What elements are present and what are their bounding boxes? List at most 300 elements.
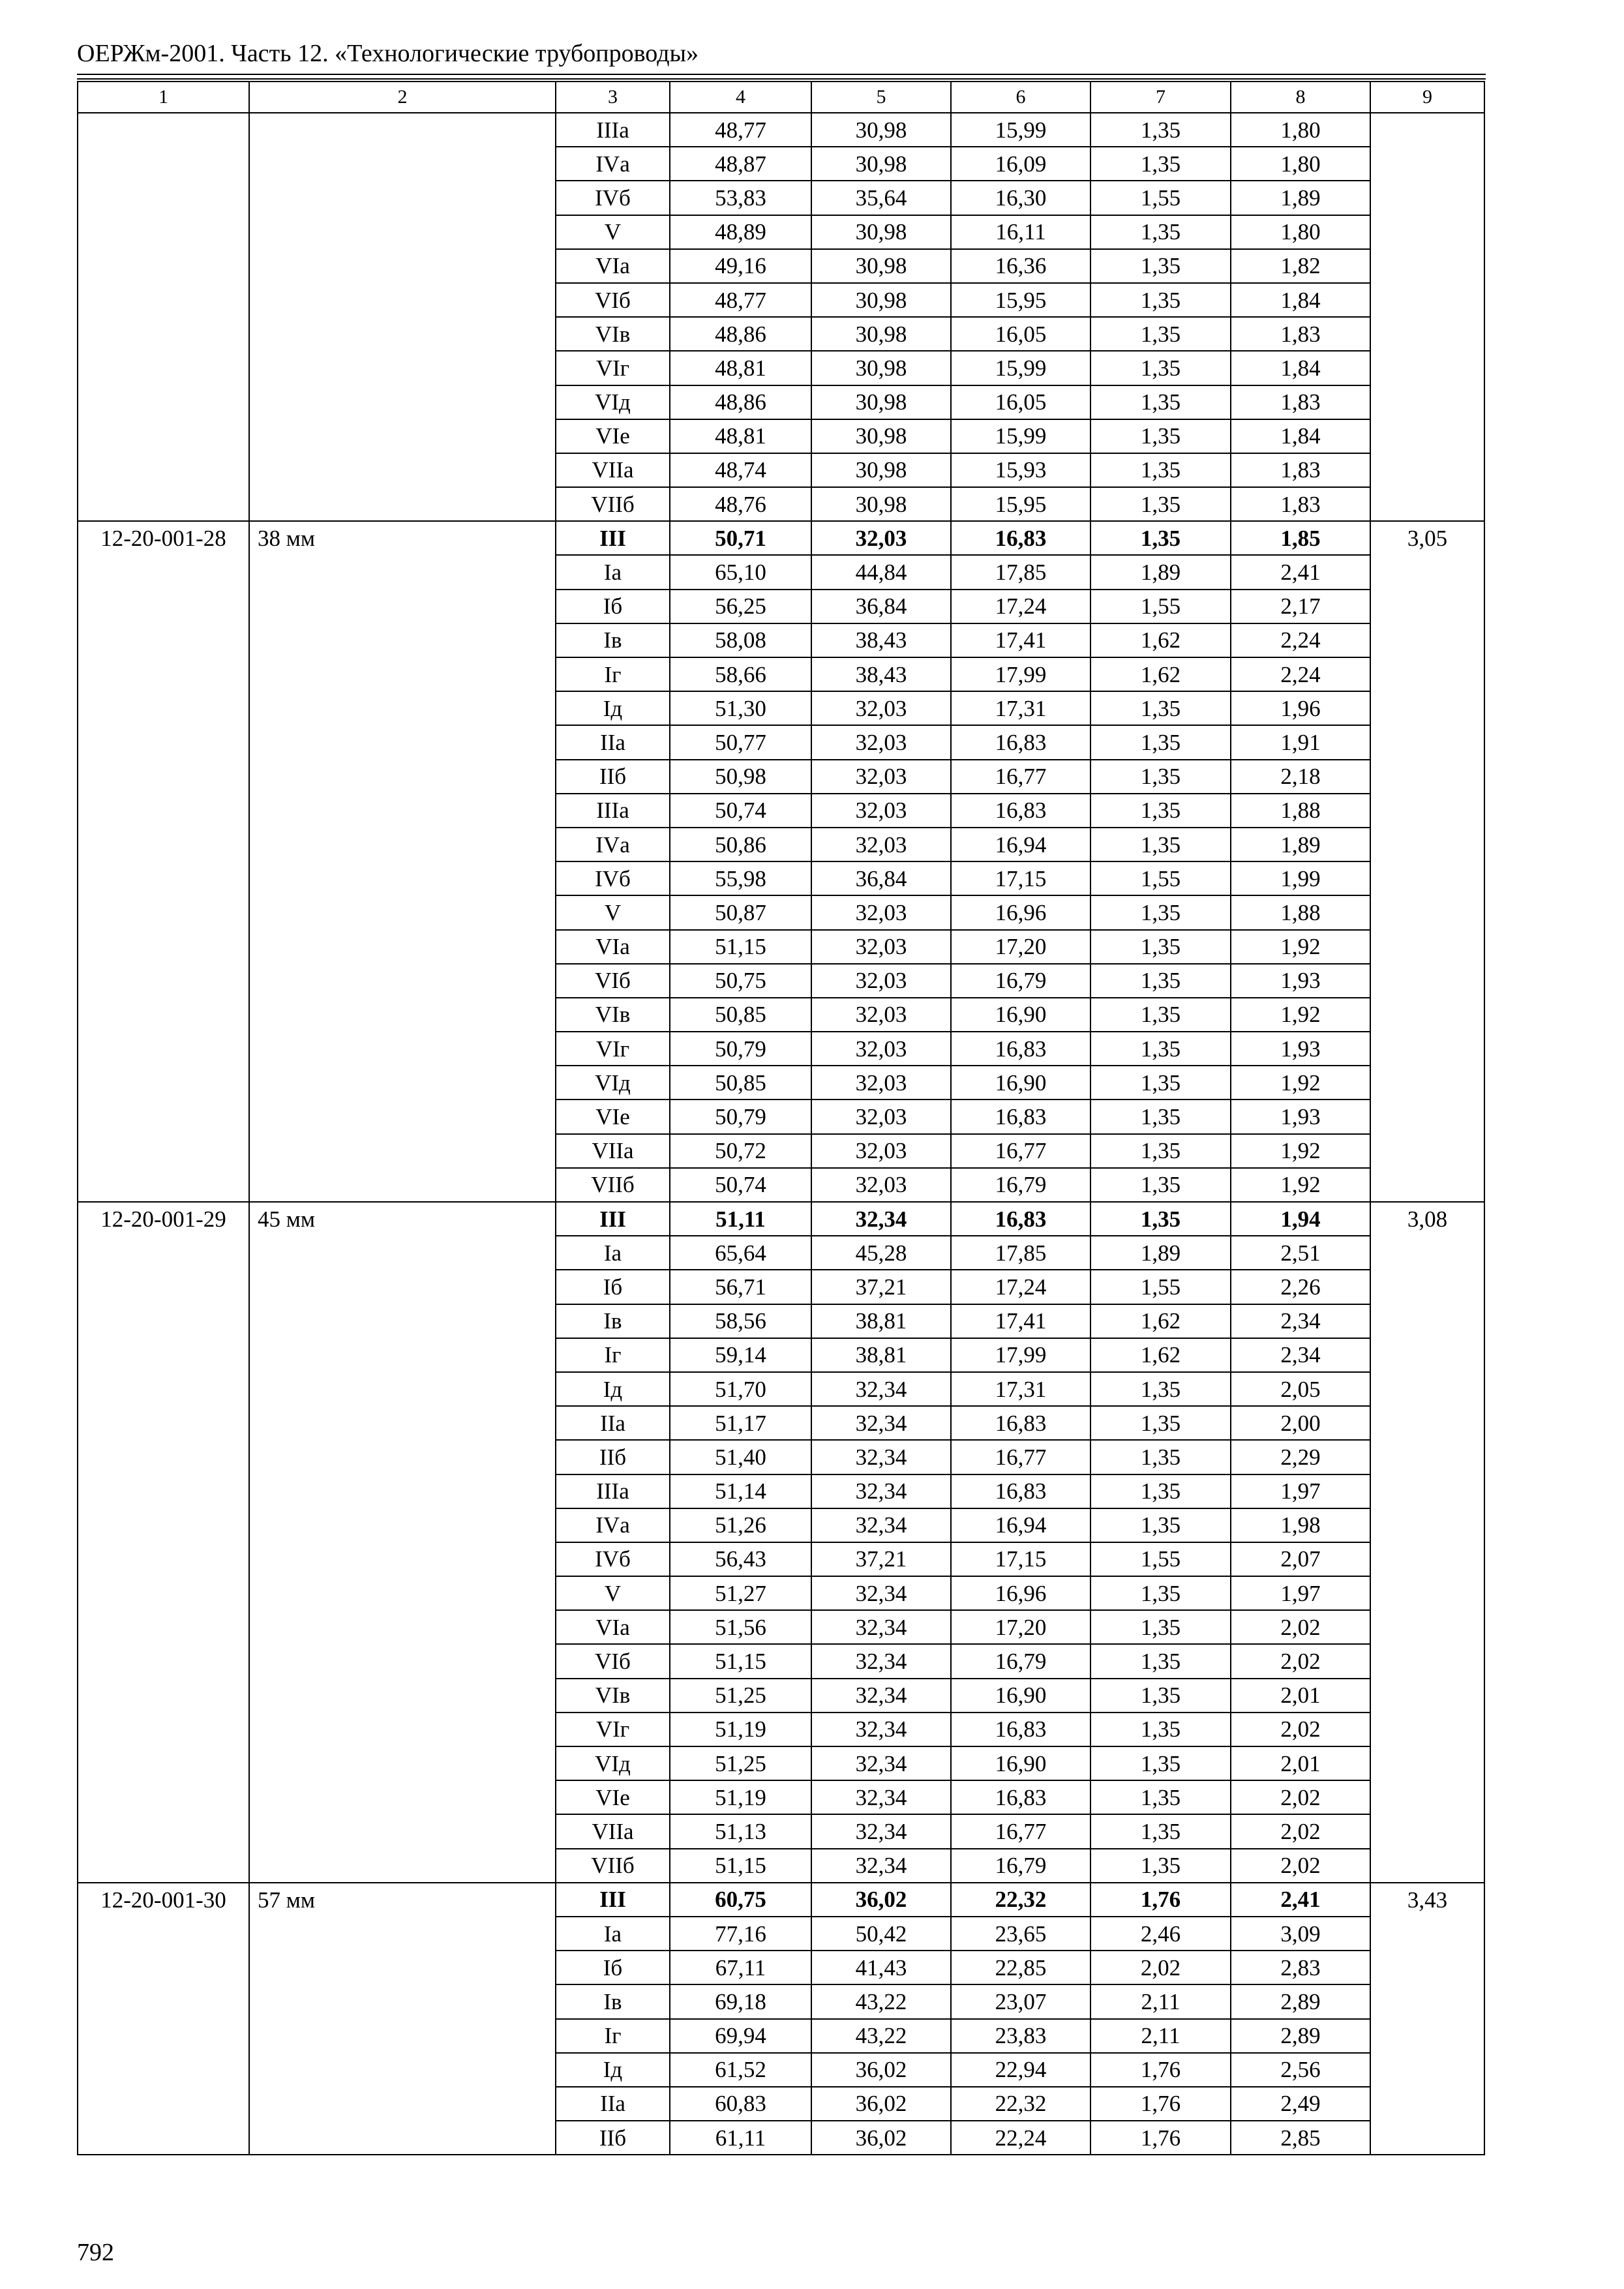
cell-value-col8: 1,92 xyxy=(1231,1168,1370,1202)
cell-value-col6: 16,83 xyxy=(951,1100,1090,1133)
column-number: 9 xyxy=(1370,82,1484,113)
column-number: 3 xyxy=(556,82,670,113)
cell-value-col5: 32,03 xyxy=(811,725,951,759)
cell-value-col7: 1,35 xyxy=(1090,1780,1231,1814)
cell-value-col5: 30,98 xyxy=(811,453,951,487)
cell-value-col8: 1,83 xyxy=(1231,453,1370,487)
cell-value-col5: 30,98 xyxy=(811,147,951,181)
cell-value-col5: 32,34 xyxy=(811,1713,951,1746)
cell-value-col5: 38,81 xyxy=(811,1338,951,1372)
cell-value-col7: 1,35 xyxy=(1090,147,1231,181)
cell-zone: VIIб xyxy=(556,1168,670,1202)
cell-zone: VIд xyxy=(556,385,670,419)
cell-value-col5: 30,98 xyxy=(811,419,951,453)
cell-value-col7: 1,62 xyxy=(1090,1338,1231,1372)
cell-value-col8: 2,41 xyxy=(1231,1883,1370,1917)
cell-value-col8: 2,34 xyxy=(1231,1304,1370,1338)
cell-value-col4: 50,98 xyxy=(670,760,811,794)
cell-value-col5: 37,21 xyxy=(811,1270,951,1304)
cell-value-col5: 32,03 xyxy=(811,1066,951,1100)
cell-value-col7: 1,35 xyxy=(1090,1032,1231,1066)
cell-value-col5: 36,02 xyxy=(811,2053,951,2087)
cell-value-col5: 32,03 xyxy=(811,1134,951,1168)
cell-value-col4: 58,56 xyxy=(670,1304,811,1338)
cell-value-col6: 23,07 xyxy=(951,1984,1090,2018)
cell-value-col6: 23,65 xyxy=(951,1917,1090,1951)
cell-zone: IIIа xyxy=(556,113,670,147)
cell-value-col5: 32,03 xyxy=(811,1168,951,1202)
cell-value-col5: 30,98 xyxy=(811,249,951,283)
cell-value-col6: 16,83 xyxy=(951,1032,1090,1066)
cell-zone: IVа xyxy=(556,147,670,181)
cell-zone: III xyxy=(556,1883,670,1917)
cell-zone: Iг xyxy=(556,2019,670,2053)
cell-zone: VIIа xyxy=(556,1814,670,1848)
cell-zone: V xyxy=(556,1576,670,1610)
cell-value-col8: 2,02 xyxy=(1231,1610,1370,1644)
cell-value-col6: 15,95 xyxy=(951,283,1090,317)
cell-value-col7: 1,62 xyxy=(1090,623,1231,657)
cell-value-col6: 16,83 xyxy=(951,521,1090,555)
cell-value-col7: 1,35 xyxy=(1090,1713,1231,1746)
cell-value-col4: 65,64 xyxy=(670,1236,811,1270)
cell-zone: IIб xyxy=(556,2121,670,2155)
cell-value-col6: 16,94 xyxy=(951,1508,1090,1542)
cell-value-col6: 22,85 xyxy=(951,1951,1090,1984)
cell-zone: Iв xyxy=(556,1984,670,2018)
cell-value-col8: 1,92 xyxy=(1231,1134,1370,1168)
cell-value-col4: 51,27 xyxy=(670,1576,811,1610)
cell-value-col5: 32,03 xyxy=(811,521,951,555)
cell-value-col8: 2,24 xyxy=(1231,623,1370,657)
cell-value-col6: 16,96 xyxy=(951,895,1090,929)
cell-value-col7: 1,35 xyxy=(1090,215,1231,249)
cell-value-col6: 16,05 xyxy=(951,385,1090,419)
cell-value-col4: 51,40 xyxy=(670,1440,811,1474)
cell-zone: Iб xyxy=(556,590,670,623)
cell-value-col7: 1,35 xyxy=(1090,691,1231,725)
cell-value-col8: 2,26 xyxy=(1231,1270,1370,1304)
cell-value-col8: 1,85 xyxy=(1231,521,1370,555)
cell-value-col4: 51,17 xyxy=(670,1406,811,1440)
cell-zone: VIд xyxy=(556,1066,670,1100)
cell-value-col4: 50,79 xyxy=(670,1032,811,1066)
cell-value-col4: 61,52 xyxy=(670,2053,811,2087)
cell-value-col4: 48,77 xyxy=(670,113,811,147)
cell-value-col4: 51,25 xyxy=(670,1679,811,1713)
cell-value-col4: 48,76 xyxy=(670,487,811,521)
cell-zone: VIв xyxy=(556,1679,670,1713)
cell-value-col8: 1,83 xyxy=(1231,487,1370,521)
cell-value-col4: 50,74 xyxy=(670,794,811,828)
cell-value-col8: 1,84 xyxy=(1231,419,1370,453)
cell-value-col5: 37,21 xyxy=(811,1542,951,1576)
cell-value-col6: 17,15 xyxy=(951,1542,1090,1576)
cell-value-col5: 41,43 xyxy=(811,1951,951,1984)
cell-value-col7: 1,35 xyxy=(1090,794,1231,828)
cell-value-col6: 17,20 xyxy=(951,1610,1090,1644)
cell-value-col7: 1,35 xyxy=(1090,249,1231,283)
cell-zone: VIа xyxy=(556,249,670,283)
cell-value-col8: 2,05 xyxy=(1231,1372,1370,1406)
header-rule-bottom xyxy=(77,78,1486,80)
cell-value-col4: 51,13 xyxy=(670,1814,811,1848)
cell-value-col4: 48,77 xyxy=(670,283,811,317)
cell-value-col6: 15,99 xyxy=(951,113,1090,147)
cell-value-col5: 36,02 xyxy=(811,1883,951,1917)
cell-zone: IIа xyxy=(556,2087,670,2121)
cell-value-col8: 1,97 xyxy=(1231,1474,1370,1508)
cell-name: 38 мм xyxy=(249,521,556,1202)
cell-value-col5: 43,22 xyxy=(811,1984,951,2018)
cell-value-col5: 32,34 xyxy=(811,1746,951,1780)
cell-value-col5: 36,02 xyxy=(811,2121,951,2155)
table-row xyxy=(78,521,1484,555)
cell-value-col8: 1,92 xyxy=(1231,930,1370,964)
cell-value-col7: 1,35 xyxy=(1090,1406,1231,1440)
cell-value-col6: 17,31 xyxy=(951,691,1090,725)
cell-value-col6: 16,77 xyxy=(951,1134,1090,1168)
cell-value-col7: 1,35 xyxy=(1090,998,1231,1032)
cell-value-col4: 56,71 xyxy=(670,1270,811,1304)
cell-zone: Iг xyxy=(556,657,670,691)
column-number: 8 xyxy=(1231,82,1370,113)
cell-value-col5: 32,34 xyxy=(811,1780,951,1814)
cell-value-col7: 1,35 xyxy=(1090,1202,1231,1236)
cell-value-col4: 50,79 xyxy=(670,1100,811,1133)
cell-code: 12-20-001-29 xyxy=(78,1202,249,1883)
cell-value-col4: 49,16 xyxy=(670,249,811,283)
cell-value-col8: 2,24 xyxy=(1231,657,1370,691)
cell-value-col7: 1,62 xyxy=(1090,1304,1231,1338)
cell-value-col4: 60,75 xyxy=(670,1883,811,1917)
cell-value-col5: 32,03 xyxy=(811,964,951,998)
cell-value-col5: 30,98 xyxy=(811,351,951,385)
cell-value-col5: 44,84 xyxy=(811,555,951,589)
cell-value-col8: 2,89 xyxy=(1231,2019,1370,2053)
cell-value-col4: 69,18 xyxy=(670,1984,811,2018)
cell-code xyxy=(78,113,249,521)
cell-value-col5: 35,64 xyxy=(811,181,951,215)
cell-value-col6: 17,99 xyxy=(951,657,1090,691)
cell-value-col8: 1,98 xyxy=(1231,1508,1370,1542)
cell-value-col7: 1,35 xyxy=(1090,828,1231,861)
column-number: 7 xyxy=(1090,82,1231,113)
cell-value-col7: 1,35 xyxy=(1090,1814,1231,1848)
cell-zone: IVа xyxy=(556,828,670,861)
cell-value-col4: 69,94 xyxy=(670,2019,811,2053)
cell-zone: IIб xyxy=(556,1440,670,1474)
cell-value-col7: 1,35 xyxy=(1090,1168,1231,1202)
cell-value-col7: 1,55 xyxy=(1090,181,1231,215)
cell-value-col8: 1,83 xyxy=(1231,317,1370,351)
cell-zone: IIа xyxy=(556,1406,670,1440)
cell-value-col6: 16,83 xyxy=(951,1406,1090,1440)
cell-value-col7: 2,46 xyxy=(1090,1917,1231,1951)
cell-value-col5: 36,02 xyxy=(811,2087,951,2121)
cell-value-col8: 2,49 xyxy=(1231,2087,1370,2121)
cell-value-col7: 1,76 xyxy=(1090,2087,1231,2121)
cell-value-col7: 1,35 xyxy=(1090,1474,1231,1508)
cell-value-col5: 32,34 xyxy=(811,1406,951,1440)
cell-value-col6: 17,99 xyxy=(951,1338,1090,1372)
cell-value-col4: 48,74 xyxy=(670,453,811,487)
cell-value-col5: 38,81 xyxy=(811,1304,951,1338)
cell-value-col4: 50,86 xyxy=(670,828,811,861)
cell-col9: 3,05 xyxy=(1370,521,1484,1202)
cell-value-col7: 1,55 xyxy=(1090,1270,1231,1304)
cell-col9 xyxy=(1370,113,1484,521)
cell-value-col7: 1,35 xyxy=(1090,760,1231,794)
cell-value-col5: 32,34 xyxy=(811,1814,951,1848)
cell-value-col8: 2,02 xyxy=(1231,1780,1370,1814)
cell-value-col6: 15,93 xyxy=(951,453,1090,487)
cell-value-col5: 32,03 xyxy=(811,828,951,861)
cell-value-col4: 51,25 xyxy=(670,1746,811,1780)
page-header-title: ОЕРЖм-2001. Часть 12. «Технологические трубопроводы» xyxy=(77,40,699,67)
cell-value-col7: 1,35 xyxy=(1090,930,1231,964)
cell-value-col6: 17,20 xyxy=(951,930,1090,964)
cell-value-col5: 30,98 xyxy=(811,283,951,317)
header-rule-top xyxy=(77,74,1486,75)
cell-value-col4: 65,10 xyxy=(670,555,811,589)
cell-zone: VIг xyxy=(556,1713,670,1746)
cell-value-col7: 1,35 xyxy=(1090,1679,1231,1713)
cell-zone: Iд xyxy=(556,1372,670,1406)
cell-zone: Iд xyxy=(556,691,670,725)
cell-value-col7: 1,35 xyxy=(1090,1644,1231,1678)
cell-value-col8: 2,07 xyxy=(1231,1542,1370,1576)
cell-name: 57 мм xyxy=(249,1883,556,2155)
cell-zone: IVб xyxy=(556,861,670,895)
cell-value-col8: 1,93 xyxy=(1231,1032,1370,1066)
cell-value-col6: 16,83 xyxy=(951,794,1090,828)
cell-value-col4: 48,89 xyxy=(670,215,811,249)
cell-value-col5: 36,84 xyxy=(811,861,951,895)
cell-zone: Iа xyxy=(556,1236,670,1270)
cell-value-col7: 1,76 xyxy=(1090,1883,1231,1917)
cell-code: 12-20-001-28 xyxy=(78,521,249,1202)
cell-value-col8: 2,01 xyxy=(1231,1679,1370,1713)
cell-zone: VIе xyxy=(556,1100,670,1133)
cell-value-col6: 22,32 xyxy=(951,2087,1090,2121)
cell-value-col4: 55,98 xyxy=(670,861,811,895)
cell-value-col7: 2,02 xyxy=(1090,1951,1231,1984)
cell-value-col8: 1,92 xyxy=(1231,1066,1370,1100)
cell-value-col5: 32,34 xyxy=(811,1440,951,1474)
cell-zone: Iа xyxy=(556,555,670,589)
cell-value-col5: 32,34 xyxy=(811,1474,951,1508)
cell-value-col6: 16,96 xyxy=(951,1576,1090,1610)
cell-value-col8: 1,83 xyxy=(1231,385,1370,419)
cell-zone: IIIа xyxy=(556,794,670,828)
cell-code: 12-20-001-30 xyxy=(78,1883,249,2155)
cell-value-col8: 1,97 xyxy=(1231,1576,1370,1610)
cell-value-col7: 1,35 xyxy=(1090,453,1231,487)
cell-value-col8: 1,92 xyxy=(1231,998,1370,1032)
cell-value-col7: 1,76 xyxy=(1090,2053,1231,2087)
cell-zone: IVа xyxy=(556,1508,670,1542)
cell-value-col4: 77,16 xyxy=(670,1917,811,1951)
table-row xyxy=(78,1883,1484,1917)
cell-value-col7: 1,35 xyxy=(1090,1134,1231,1168)
cell-value-col6: 15,95 xyxy=(951,487,1090,521)
cell-value-col4: 67,11 xyxy=(670,1951,811,1984)
cell-value-col4: 51,19 xyxy=(670,1780,811,1814)
cell-value-col6: 16,83 xyxy=(951,1780,1090,1814)
cell-value-col7: 1,35 xyxy=(1090,725,1231,759)
cell-value-col8: 2,02 xyxy=(1231,1644,1370,1678)
cell-value-col5: 32,34 xyxy=(811,1644,951,1678)
cell-value-col5: 32,03 xyxy=(811,1100,951,1133)
cell-value-col7: 1,35 xyxy=(1090,1372,1231,1406)
cell-value-col5: 32,03 xyxy=(811,1032,951,1066)
cell-value-col8: 2,01 xyxy=(1231,1746,1370,1780)
cell-name: 45 мм xyxy=(249,1202,556,1883)
cell-zone: Iв xyxy=(556,623,670,657)
cell-name xyxy=(249,113,556,521)
cell-zone: Iб xyxy=(556,1270,670,1304)
column-number: 2 xyxy=(249,82,556,113)
cell-value-col8: 2,02 xyxy=(1231,1849,1370,1883)
cell-value-col8: 1,82 xyxy=(1231,249,1370,283)
cell-value-col6: 22,94 xyxy=(951,2053,1090,2087)
cell-value-col5: 32,03 xyxy=(811,691,951,725)
cell-value-col7: 1,76 xyxy=(1090,2121,1231,2155)
cell-value-col6: 23,83 xyxy=(951,2019,1090,2053)
cell-value-col5: 38,43 xyxy=(811,623,951,657)
cell-value-col8: 1,80 xyxy=(1231,113,1370,147)
cell-value-col7: 1,62 xyxy=(1090,657,1231,691)
cell-value-col7: 1,89 xyxy=(1090,1236,1231,1270)
cell-value-col6: 17,15 xyxy=(951,861,1090,895)
cell-value-col4: 50,71 xyxy=(670,521,811,555)
cell-value-col7: 1,35 xyxy=(1090,1100,1231,1133)
cell-value-col4: 60,83 xyxy=(670,2087,811,2121)
cell-zone: VIв xyxy=(556,317,670,351)
cell-value-col5: 30,98 xyxy=(811,215,951,249)
cell-value-col8: 2,89 xyxy=(1231,1984,1370,2018)
cell-value-col7: 1,35 xyxy=(1090,1508,1231,1542)
cell-value-col4: 50,77 xyxy=(670,725,811,759)
cell-value-col5: 32,34 xyxy=(811,1576,951,1610)
cell-value-col4: 50,74 xyxy=(670,1168,811,1202)
cell-value-col8: 2,02 xyxy=(1231,1713,1370,1746)
cell-value-col6: 16,30 xyxy=(951,181,1090,215)
page-number: 792 xyxy=(77,2239,114,2266)
cell-value-col4: 50,72 xyxy=(670,1134,811,1168)
cell-zone: Iг xyxy=(556,1338,670,1372)
cell-value-col4: 51,15 xyxy=(670,1849,811,1883)
column-number-row xyxy=(78,82,1484,113)
cell-value-col7: 1,35 xyxy=(1090,487,1231,521)
cell-value-col8: 1,94 xyxy=(1231,1202,1370,1236)
cell-value-col6: 15,99 xyxy=(951,351,1090,385)
cell-value-col6: 16,09 xyxy=(951,147,1090,181)
cell-value-col7: 1,35 xyxy=(1090,1576,1231,1610)
cell-value-col8: 1,99 xyxy=(1231,861,1370,895)
cell-value-col7: 1,35 xyxy=(1090,1610,1231,1644)
cell-value-col7: 1,35 xyxy=(1090,317,1231,351)
cell-value-col8: 2,83 xyxy=(1231,1951,1370,1984)
cell-zone: Iв xyxy=(556,1304,670,1338)
cell-value-col4: 51,15 xyxy=(670,930,811,964)
cell-value-col6: 16,79 xyxy=(951,1168,1090,1202)
cell-zone: IIIа xyxy=(556,1474,670,1508)
cell-value-col4: 48,87 xyxy=(670,147,811,181)
cell-zone: III xyxy=(556,1202,670,1236)
cell-col9: 3,08 xyxy=(1370,1202,1484,1883)
cell-zone: VIб xyxy=(556,283,670,317)
cell-value-col7: 1,35 xyxy=(1090,1066,1231,1100)
cell-value-col7: 1,35 xyxy=(1090,521,1231,555)
cell-value-col4: 51,14 xyxy=(670,1474,811,1508)
cell-value-col7: 1,35 xyxy=(1090,964,1231,998)
cell-value-col6: 16,77 xyxy=(951,1440,1090,1474)
cell-value-col7: 1,35 xyxy=(1090,283,1231,317)
cell-value-col7: 1,35 xyxy=(1090,895,1231,929)
cell-value-col8: 1,91 xyxy=(1231,725,1370,759)
cell-zone: VIе xyxy=(556,419,670,453)
cell-value-col8: 2,85 xyxy=(1231,2121,1370,2155)
cell-value-col6: 16,83 xyxy=(951,1474,1090,1508)
cell-zone: VIб xyxy=(556,964,670,998)
cell-value-col5: 32,34 xyxy=(811,1508,951,1542)
cell-zone: IVб xyxy=(556,1542,670,1576)
cell-value-col7: 1,35 xyxy=(1090,113,1231,147)
cell-value-col8: 1,88 xyxy=(1231,794,1370,828)
cell-zone: VIг xyxy=(556,351,670,385)
cell-value-col4: 48,81 xyxy=(670,419,811,453)
cell-value-col5: 30,98 xyxy=(811,113,951,147)
cell-value-col8: 2,51 xyxy=(1231,1236,1370,1270)
cell-col9: 3,43 xyxy=(1370,1883,1484,2155)
cell-value-col4: 50,85 xyxy=(670,998,811,1032)
cell-zone: Iа xyxy=(556,1917,670,1951)
cell-value-col7: 1,55 xyxy=(1090,1542,1231,1576)
cell-value-col5: 30,98 xyxy=(811,487,951,521)
cell-value-col5: 32,34 xyxy=(811,1849,951,1883)
cell-value-col5: 45,28 xyxy=(811,1236,951,1270)
column-number: 6 xyxy=(951,82,1090,113)
cell-zone: IIа xyxy=(556,725,670,759)
column-number: 1 xyxy=(78,82,249,113)
cell-value-col6: 16,05 xyxy=(951,317,1090,351)
cell-value-col4: 56,43 xyxy=(670,1542,811,1576)
cell-value-col6: 17,31 xyxy=(951,1372,1090,1406)
cell-value-col8: 3,09 xyxy=(1231,1917,1370,1951)
cell-value-col5: 38,43 xyxy=(811,657,951,691)
cell-zone: VIIб xyxy=(556,487,670,521)
cell-value-col6: 17,85 xyxy=(951,555,1090,589)
column-number: 4 xyxy=(670,82,811,113)
table-row xyxy=(78,1202,1484,1236)
cell-zone: V xyxy=(556,215,670,249)
cell-zone: Iд xyxy=(556,2053,670,2087)
cell-zone: VIIа xyxy=(556,1134,670,1168)
cell-value-col4: 59,14 xyxy=(670,1338,811,1372)
cell-value-col4: 51,70 xyxy=(670,1372,811,1406)
cell-zone: VIд xyxy=(556,1746,670,1780)
cell-zone: VIIа xyxy=(556,453,670,487)
table-body xyxy=(78,82,1484,2155)
cell-value-col7: 1,89 xyxy=(1090,555,1231,589)
cell-value-col7: 1,35 xyxy=(1090,385,1231,419)
cell-value-col7: 1,35 xyxy=(1090,419,1231,453)
cell-value-col8: 1,84 xyxy=(1231,283,1370,317)
cell-zone: IIб xyxy=(556,760,670,794)
cell-zone: VIа xyxy=(556,930,670,964)
